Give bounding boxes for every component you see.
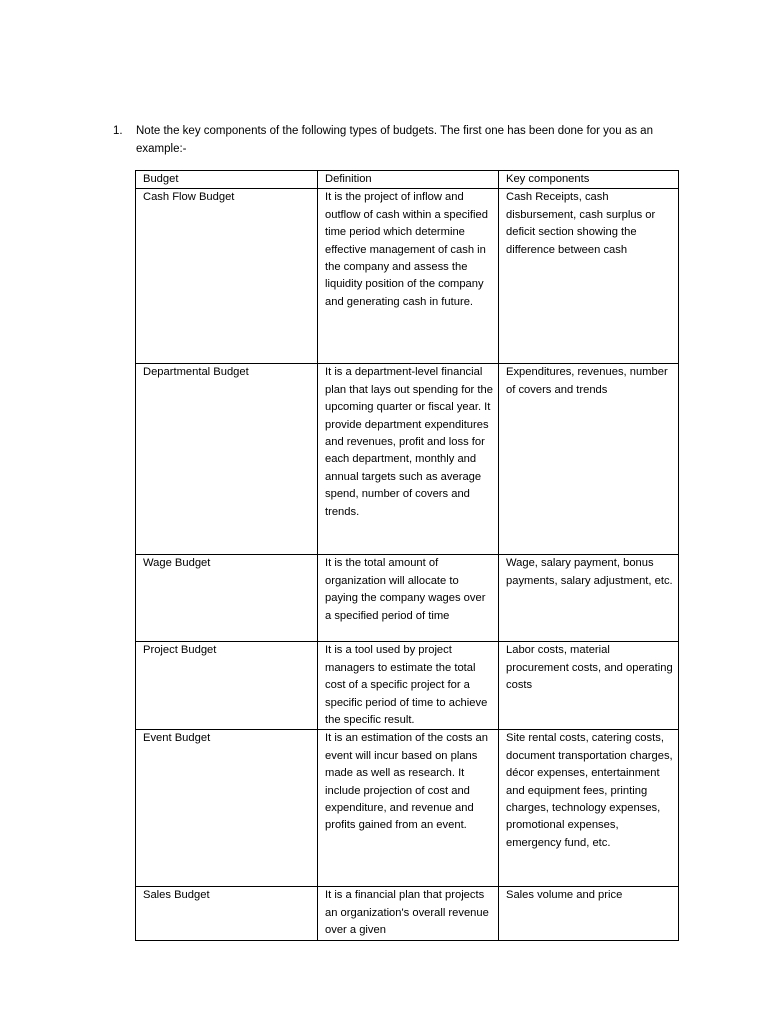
table-row [136, 555, 679, 642]
header-definition: Definition [318, 171, 499, 189]
budget-cell: Wage Budget [136, 555, 318, 642]
budget-cell: Event Budget [136, 730, 318, 887]
table-row [136, 189, 679, 364]
key-components-cell: Wage, salary payment, bonus payments, salary adjustment, etc. [499, 555, 679, 642]
table-row [136, 887, 679, 940]
definition-cell: It is an estimation of the costs an event will incur based on plans made as well as research. It include projection of cost and expenditure, and revenue and profits gained from an event. [318, 730, 499, 887]
key-components-cell: Sales volume and price [499, 887, 679, 940]
key-components-cell: Cash Receipts, cash disbursement, cash surplus or deficit section showing the difference between cash [499, 189, 679, 364]
header-budget: Budget [136, 171, 318, 189]
header-key-components: Key components [499, 171, 679, 189]
budget-cell: Project Budget [136, 642, 318, 730]
table-row [136, 730, 679, 887]
budget-cell: Departmental Budget [136, 364, 318, 555]
definition-cell: It is a tool used by project managers to estimate the total cost of a specific project for a specific period of time to achieve the specific result. [318, 642, 499, 730]
table-row [136, 364, 679, 555]
definition-cell: It is a department-level financial plan that lays out spending for the upcoming quarter or fiscal year. It provide department expenditures and revenues, profit and loss for each department, monthly and annual targets such as average spend, number of covers and trends. [318, 364, 499, 555]
definition-cell: It is the project of inflow and outflow of cash within a specified time period which determine effective management of cash in the company and assess the liquidity position of the company and generating cash in future. [318, 189, 499, 364]
definition-cell: It is the total amount of organization will allocate to paying the company wages over a specified period of time [318, 555, 499, 642]
table-row [136, 642, 679, 730]
definition-cell: It is a financial plan that projects an organization's overall revenue over a given [318, 887, 499, 940]
key-components-cell: Site rental costs, catering costs, document transportation charges, décor expenses, entertainment and equipment fees, printing charges, technology expenses, promotional expenses, emergency fund, etc. [499, 730, 679, 887]
budget-cell: Sales Budget [136, 887, 318, 940]
question-number: 1. [113, 125, 123, 137]
budget-cell: Cash Flow Budget [136, 189, 318, 364]
key-components-cell: Labor costs, material procurement costs, and operating costs [499, 642, 679, 730]
budget-table [135, 170, 679, 941]
question-text: Note the key components of the following types of budgets. The first one has been done for you as an example:- [136, 125, 653, 155]
key-components-cell: Expenditures, revenues, number of covers and trends [499, 364, 679, 555]
table-header-row [136, 171, 679, 189]
question-prompt [113, 122, 693, 158]
